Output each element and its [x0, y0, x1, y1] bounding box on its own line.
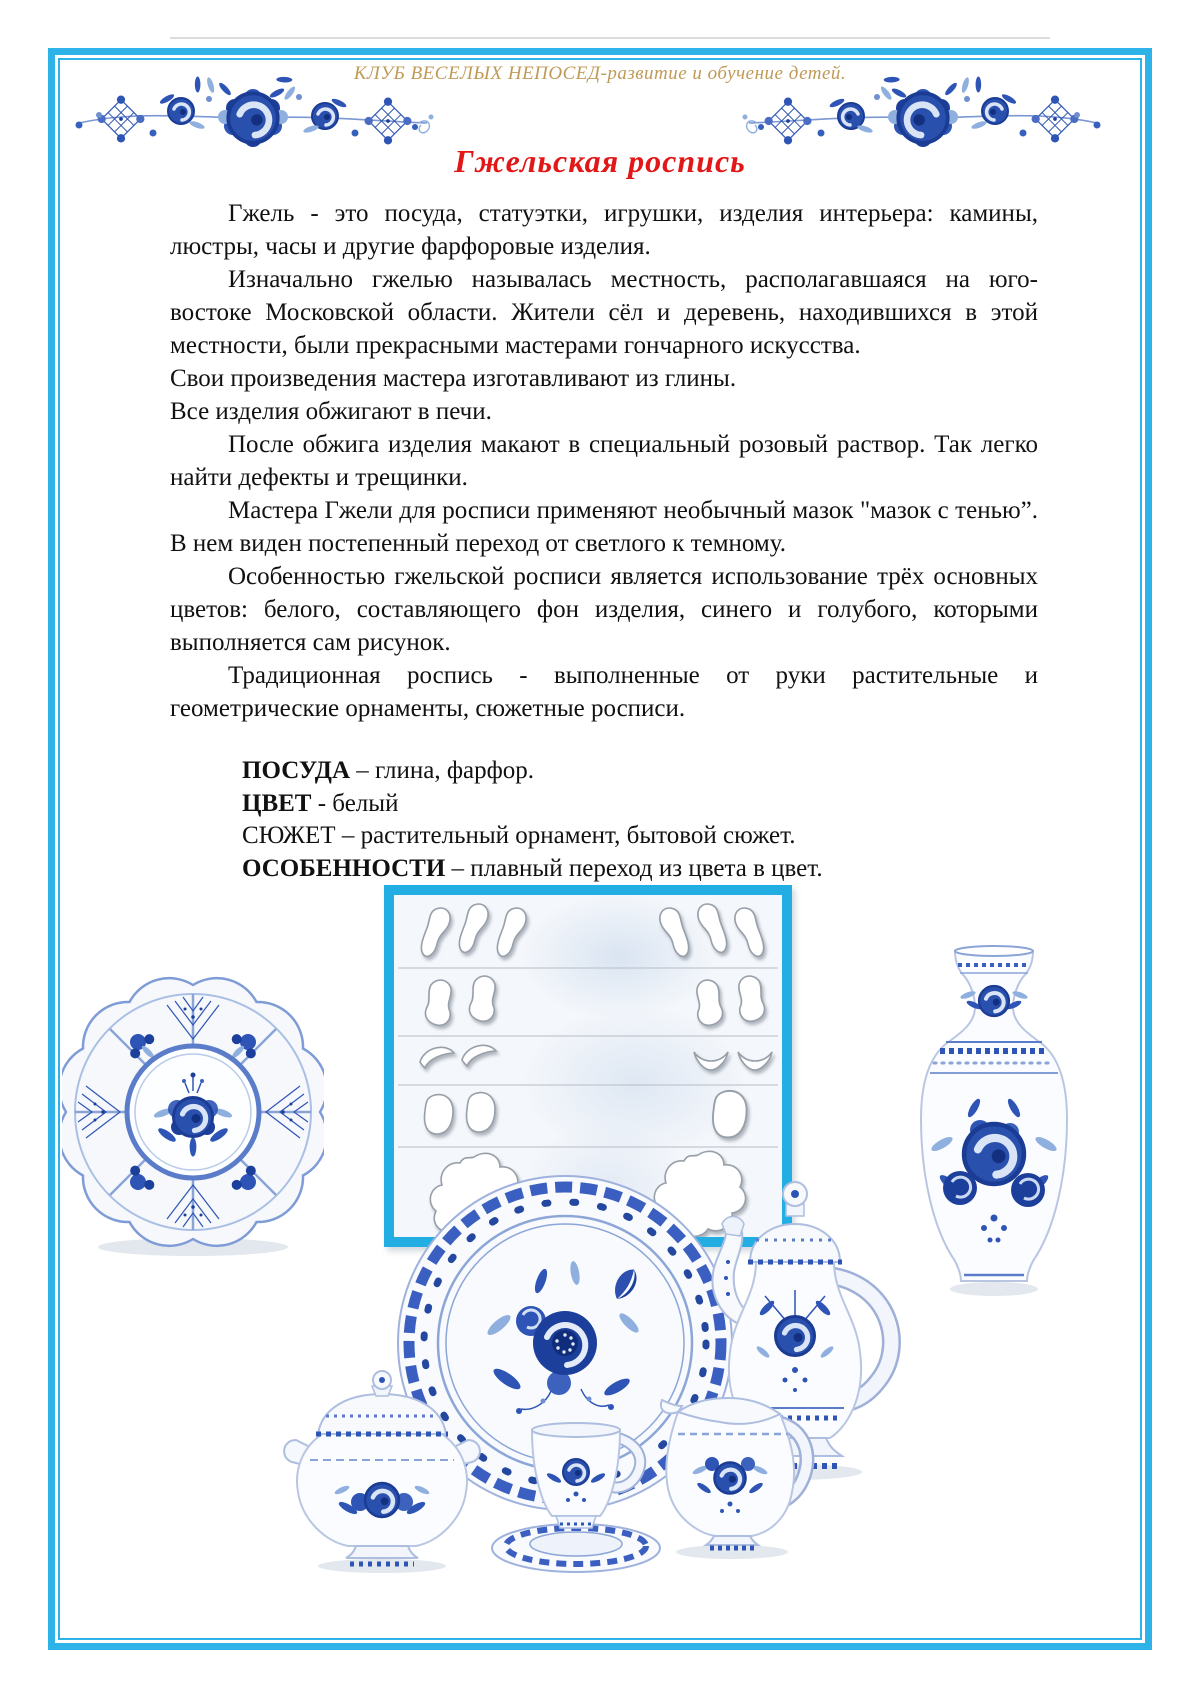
page-top-divider: [170, 37, 1050, 39]
paragraph: Гжель - это посуда, статуэтки, игрушки, изделия интерьера: камины, люстры, часы и другие фарфоровые изделия.: [170, 200, 1038, 260]
paragraph: После обжига изделия макают в специальный розовый раствор. Так легко найти дефекты и трещинки.: [170, 431, 1038, 491]
spec-line: ПОСУДА – глина, фарфор.: [242, 757, 535, 784]
club-header: КЛУБ ВЕСЕЛЫХ НЕПОСЕД-развитие и обучение детей.: [353, 63, 847, 84]
paragraph: Мастера Гжели для росписи применяют необычный мазок "мазок с тенью”. В нем виден постепенный переход от светлого к темному.: [170, 497, 1038, 557]
spec-line: ОСОБЕННОСТИ – плавный переход из цвета в цвет.: [242, 854, 823, 882]
paragraph: Особенностью гжельской росписи является использование трёх основных цветов: белого, составляющего фон изделия, синего и голубого, которыми выполняется сам рисунок.: [170, 563, 1038, 656]
article-body: [170, 197, 1038, 725]
spec-term: ОСОБЕННОСТИ: [242, 854, 446, 882]
gzhel-creamer: [661, 1398, 807, 1559]
paragraph: Традиционная роспись - выполненные от руки растительные и геометрические орнаменты, сюжетные росписи.: [170, 662, 1038, 722]
spec-line: СЮЖЕТ – растительный орнамент, бытовой сюжет.: [242, 822, 796, 849]
gzhel-vase: [898, 939, 1090, 1301]
paragraph: Свои произведения мастера изготавливают из глины.: [170, 365, 737, 392]
spec-list: [242, 755, 823, 885]
page-frame: [48, 48, 1152, 1650]
paragraph: Изначально гжелью называлась местность, располагавшаяся на юго-востоке Московской области. Жители сёл и деревень, находившихся в этой местности, были прекрасными мастерами гончарного искусства.: [170, 266, 1038, 359]
page-title: Гжельская роспись: [454, 143, 746, 179]
spec-line: ЦВЕТ - белый: [242, 789, 399, 817]
spec-term: СЮЖЕТ: [242, 822, 336, 849]
gzhel-tea-set: [280, 1168, 914, 1582]
spec-term: ЦВЕТ: [242, 789, 312, 817]
paragraph: Все изделия обжигают в печи.: [170, 398, 492, 425]
spec-term: ПОСУДА: [242, 757, 350, 784]
